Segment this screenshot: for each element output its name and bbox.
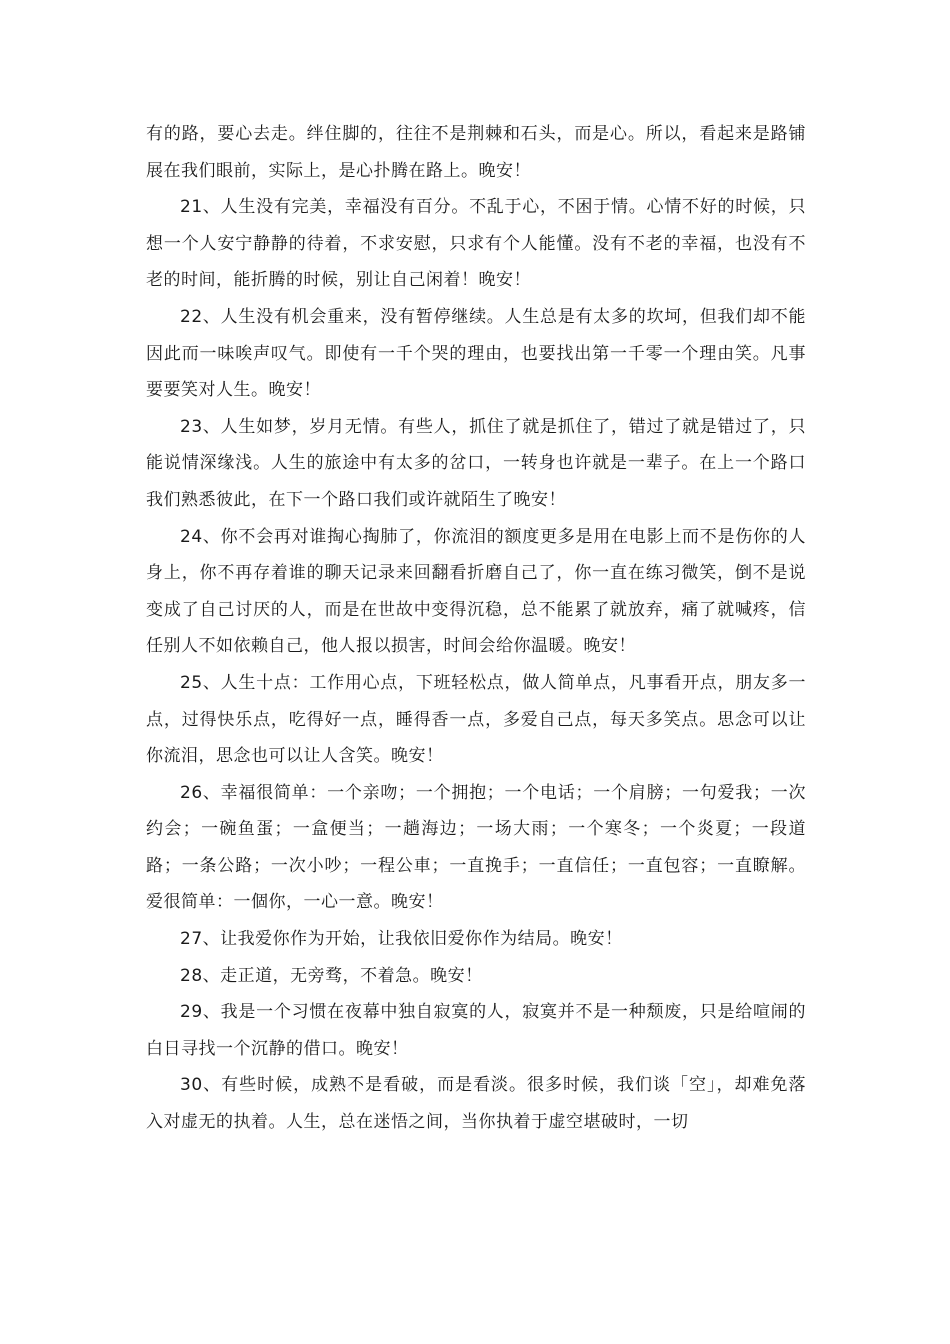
document-body xyxy=(146,116,806,1141)
paragraph-30: 30、有些时候，成熟不是看破，而是看淡。很多时候，我们谈「空」，却难免落入对虚无的执着。人生，总在迷悟之间，当你执着于虚空堪破时，一切 xyxy=(146,1075,806,1133)
paragraph-22: 22、人生没有机会重来，没有暂停继续。人生总是有太多的坎坷，但我们却不能因此而一味唉声叹气。即使有一千个哭的理由，也要找出第一千零一个理由笑。凡事要要笑对人生。晚安！ xyxy=(146,306,806,401)
paragraph-29: 29、我是一个习惯在夜幕中独自寂寞的人，寂寞并不是一种颓废，只是给喧闹的白日寻找一个沉静的借口。晚安！ xyxy=(146,1002,806,1059)
paragraph-26: 26、幸福很简单：一个亲吻；一个拥抱；一个电话；一个肩膀；一句爱我；一次约会；一碗鱼蛋；一盒便当；一趟海边；一场大雨；一个寒冬；一个炎夏；一段道路；一条公路；一次小吵；一程公車；一直挽手；一直信任；一直包容；一直瞭解。爱很简单：一個你，一心一意。晚安！ xyxy=(146,782,806,913)
paragraph-24: 24、你不会再对谁掏心掏肺了，你流泪的额度更多是用在电影上而不是伤你的人身上，你不再存着谁的聊天记录来回翻看折磨自己了，你一直在练习微笑，倒不是说变成了自己讨厌的人，而是在世故中变得沉稳，总不能累了就放弃，痛了就喊疼，信任别人不如依赖自己，他人报以损害，时间会给你温暖。晚安！ xyxy=(146,526,806,657)
paragraph-25: 25、人生十点：工作用心点，下班轻松点，做人简单点，凡事看开点，朋友多一点，过得快乐点，吃得好一点，睡得香一点，多爱自己点，每天多笑点。思念可以让你流泪，思念也可以让人含笑。晚安！ xyxy=(146,672,806,767)
paragraph-continuation: 有的路，要心去走。绊住脚的，往往不是荆棘和石头，而是心。所以，看起来是路铺展在我们眼前，实际上，是心扑腾在路上。晚安！ xyxy=(146,124,806,181)
paragraph-28: 28、走正道，无旁骛，不着急。晚安！ xyxy=(180,965,483,986)
paragraph-27: 27、让我爱你作为开始，让我依旧爱你作为结局。晚安！ xyxy=(180,929,623,950)
paragraph-21: 21、人生没有完美，幸福没有百分。不乱于心，不困于情。心情不好的时候，只想一个人安宁静静的待着，不求安慰，只求有个人能懂。没有不老的幸福，也没有不老的时间，能折腾的时候，别让自己闲着！晚安！ xyxy=(146,197,806,291)
paragraph-23: 23、人生如梦，岁月无情。有些人，抓住了就是抓住了，错过了就是错过了，只能说情深缘浅。人生的旅途中有太多的岔口，一转身也许就是一辈子。在上一个路口我们熟悉彼此，在下一个路口我们或许就陌生了晚安！ xyxy=(146,416,806,510)
